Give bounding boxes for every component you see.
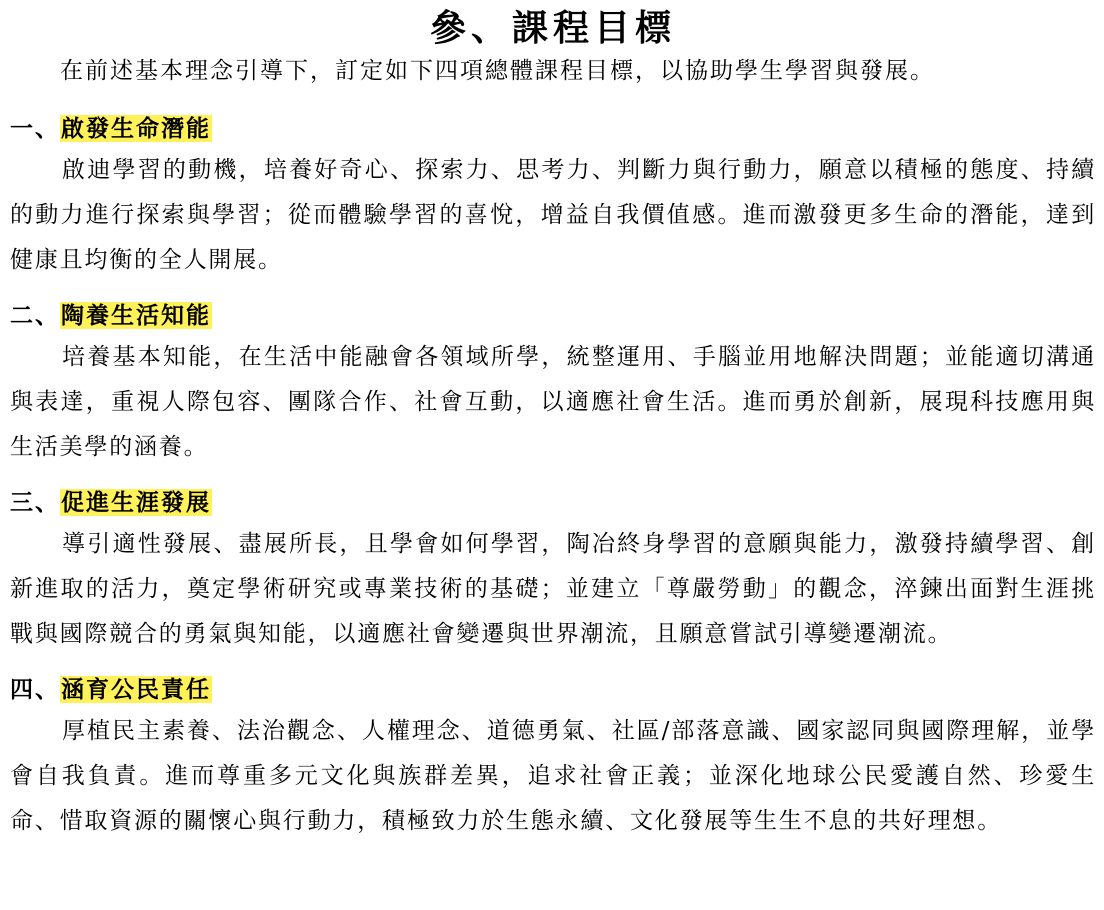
- page-title: 參、課程目標: [429, 7, 676, 49]
- section-2: [10, 297, 1096, 470]
- section-body: 培養基本知能，在生活中能融會各領域所學，統整運用、手腦並用地解決問題；並能適切溝通與表達，重視人際包容、團隊合作、社會互動，以適應社會生活。進而勇於創新，展現科技應用與生活美學的涵養。: [10, 344, 1096, 460]
- section-1: [10, 110, 1096, 283]
- section-body: 導引適性發展、盡展所長，且學會如何學習，陶冶終身學習的意願與能力，激發持續學習、創新進取的活力，奠定學術研究或專業技術的基礎；並建立「尊嚴勞動」的觀念，淬鍊出面對生涯挑戰與國際競合的勇氣與知能，以適應社會變遷與世界潮流，且願意嘗試引導變遷潮流。: [10, 531, 1096, 647]
- section-heading-highlight: 陶養生活知能: [61, 302, 211, 329]
- section-number: 二、: [10, 302, 60, 329]
- section-body: 厚植民主素養、法治觀念、人權理念、道德勇氣、社區/部落意識、國家認同與國際理解，並學會自我負責。進而尊重多元文化與族群差異，追求社會正義；並深化地球公民愛護自然、珍愛生命、惜取資源的關懷心與行動力，積極致力於生態永續、文化發展等生生不息的共好理想。: [10, 718, 1096, 834]
- section-heading: [10, 671, 1096, 709]
- section-heading: [10, 110, 1096, 148]
- section-heading: [10, 297, 1096, 335]
- section-body: 啟迪學習的動機，培養好奇心、探索力、思考力、判斷力與行動力，願意以積極的態度、持續的動力進行探索與學習；從而體驗學習的喜悅，增益自我價值感。進而激發更多生命的潛能，達到健康且均衡的全人開展。: [10, 157, 1096, 273]
- intro-paragraph: 在前述基本理念引導下，訂定如下四項總體課程目標，以協助學生學習與發展。: [60, 58, 935, 84]
- section-heading-highlight: 涵育公民責任: [61, 676, 211, 703]
- section-3: [10, 484, 1096, 657]
- section-4: [10, 671, 1096, 844]
- section-number: 三、: [10, 489, 60, 516]
- section-number: 一、: [10, 115, 60, 142]
- section-heading-highlight: 促進生涯發展: [61, 489, 211, 516]
- section-heading: [10, 484, 1096, 522]
- section-number: 四、: [10, 676, 60, 703]
- section-heading-highlight: 啟發生命潛能: [61, 115, 211, 142]
